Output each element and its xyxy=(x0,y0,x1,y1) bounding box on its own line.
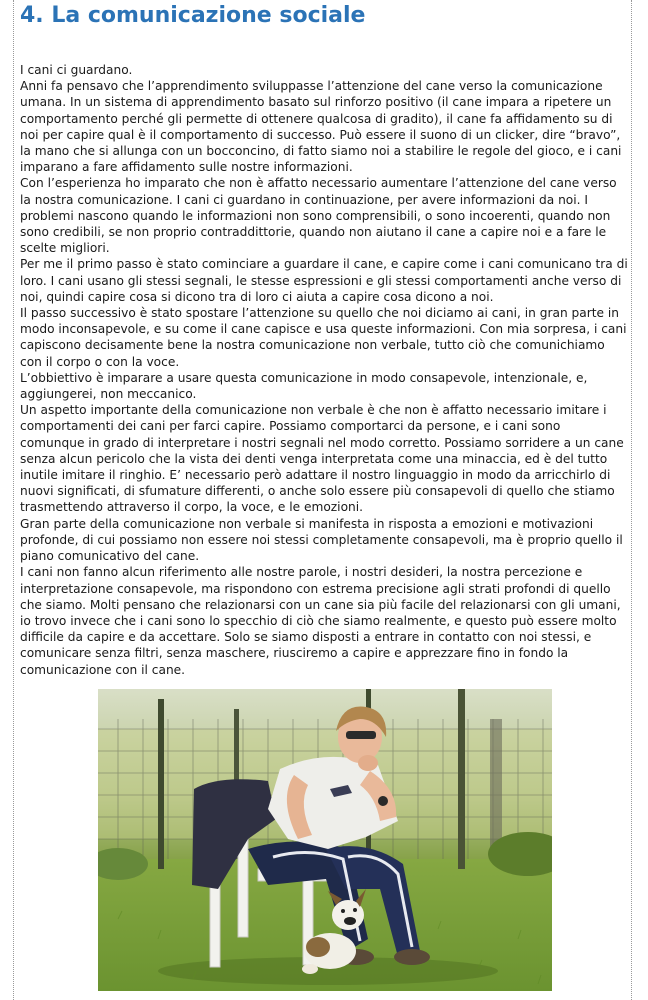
paragraph: Il passo successivo è stato spostare l’attenzione su quello che noi diciamo ai cani, in gran parte in modo inconsapevole, e su come il cane capisce e usa queste informazioni. Con mia sorpresa, i cani capiscono decisamente bene la nostra comunicazione non verbale, tutto ciò che comunichiamo con il corpo o con la voce. xyxy=(20,306,627,369)
article-page xyxy=(13,0,632,1000)
article-title: 4. La comunicazione sociale xyxy=(20,3,366,28)
paragraph: Per me il primo passo è stato cominciare a guardare il cane, e capire come i cani comunicano tra di loro. I cani usano gli stessi segnali, le stesse espressioni e gli stessi comportamenti anche verso di noi, quindi capire cosa si dicono tra di loro ci aiuta a capire cosa dicono a noi. xyxy=(20,257,628,304)
paragraph: Un aspetto importante della comunicazione non verbale è che non è affatto necessario imitare i comportamenti dei cani per farci capire. Possiamo comportarci da persone, e i cani sono comunque in grado di interpretare i nostri segnali nel modo corretto. Possiamo sorridere a un cane senza alcun pericolo che la vista dei denti venga interpretata come una minaccia, ed è del tutto inutile imitare il ringhio. E’ necessario però adattare il nostro linguaggio in modo da arricchirlo di nuovi significati, di sfumature differenti, o anche solo essere più consapevoli di quello che stiamo trasmettendo attraverso il corpo, la voce, e le emozioni. xyxy=(20,403,624,515)
paragraph: Anni fa pensavo che l’apprendimento sviluppasse l’attenzione del cane verso la comunicazione umana. In un sistema di apprendimento basato sul rinforzo positivo (il cane impara a ripetere un comportamento perché gli permette di ottenere qualcosa di gradito), il cane fa affidamento su di noi per capire qual è il comportamento di successo. Può essere il suono di un clicker, dire “bravo”, la mano che si allunga con un bocconcino, di fatto siamo noi a stabilire le regole del gioco, e i cani imparano a fare affidamento sulle nostre informazioni. xyxy=(20,79,622,175)
article-body xyxy=(20,62,628,678)
paragraph: I cani ci guardano. xyxy=(20,63,133,77)
paragraph: L’obbiettivo è imparare a usare questa comunicazione in modo consapevole, intenzionale, e, aggiungerei, non meccanico. xyxy=(20,370,588,402)
paragraph: Gran parte della comunicazione non verbale si manifesta in risposta a emozioni e motivazioni profonde, di cui possiamo non essere noi stessi completamente consapevoli, ma è proprio quello il piano comunicativo del cane. xyxy=(20,516,623,564)
article-photo xyxy=(98,689,552,991)
paragraph: Con l’esperienza ho imparato che non è affatto necessario aumentare l’attenzione del cane verso la nostra comunicazione. I cani ci guardano in continuazione, per avere informazioni da noi. I problemi nascono quando le informazioni non sono comprensibili, o sono incoerenti, quando non sono credibili, se non proprio contraddittorie, quando non aiutano il cane a capire noi e a fare le scelte migliori. xyxy=(20,176,617,256)
paragraph: I cani non fanno alcun riferimento alle nostre parole, i nostri desideri, la nostra percezione e interpretazione consapevole, ma rispondono con estrema precisione agli strati profondi di quello che siamo. Molti pensano che relazionarsi con un cane sia più facile del relazionarsi con gli umani, io trovo invece che i cani sono lo specchio di ciò che siamo realmente, e questo può essere molto difficile da capire e da accettare. Solo se siamo disposti a entrare in contatto con noi stessi, e comunicare senza filtri, senza maschere, riusciremo a capire e apprezzare fino in fondo la comunicazione con il cane. xyxy=(20,565,621,677)
photo-woman-with-dog xyxy=(98,689,552,991)
